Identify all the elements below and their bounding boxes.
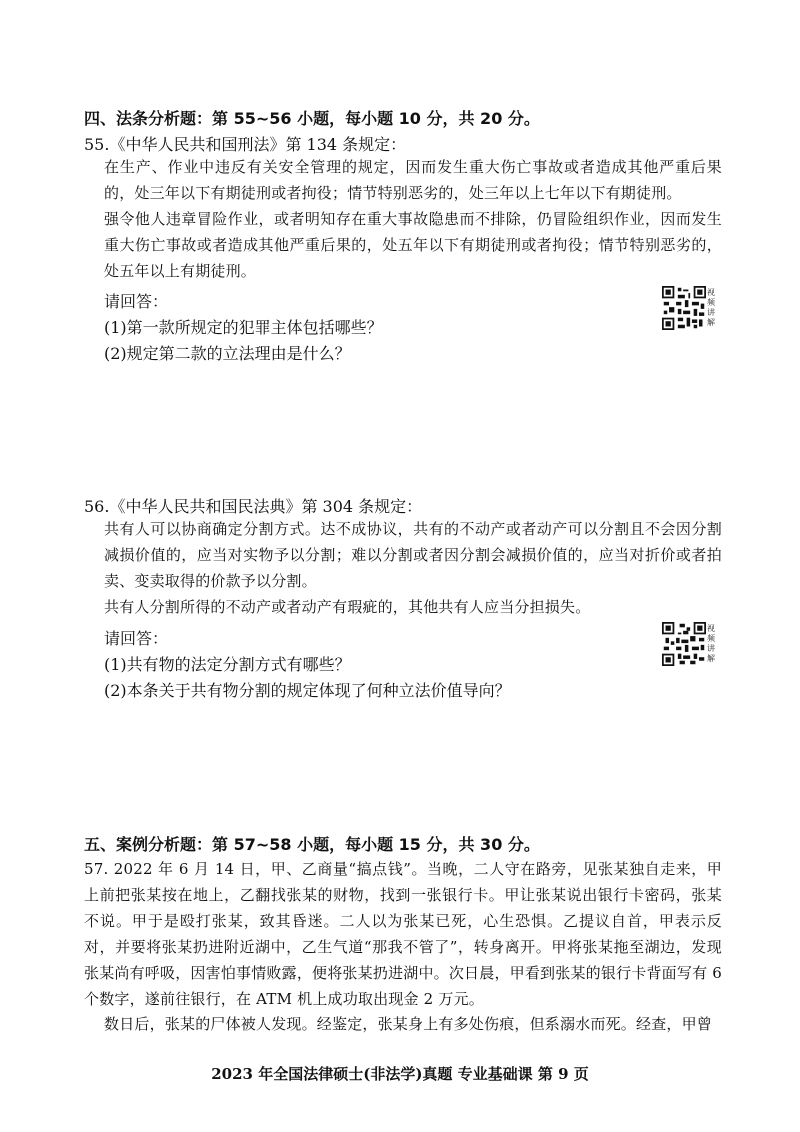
- question-55-paragraph-1: 在生产、作业中违反有关安全管理的规定，因而发生重大伤亡事故或者造成其他严重后果的，处三年以下有期徒刑或者拘役；情节特别恶劣的，处三年以上七年以下有期徒刑。: [104, 158, 722, 202]
- qr-code-icon[interactable]: [662, 622, 706, 666]
- qr-code-label: 视频讲解: [707, 624, 715, 663]
- question-56-sub-1: (1)共有物的法定分割方式有哪些？: [104, 655, 351, 674]
- qr-code-label: 视频讲解: [707, 288, 715, 327]
- page-footer: 2023 年全国法律硕士(非法学)真题 专业基础课 第 9 页: [211, 1065, 589, 1083]
- question-56-paragraph-2: 共有人分割所得的不动产或者动产有瑕疵的，其他共有人应当分担损失。: [104, 598, 591, 616]
- question-57-paragraph-1: 57. 2022 年 6 月 14 日，甲、乙商量“搞点钱”。当晚，二人守在路旁，见张某独自走来，甲上前把张某按在地上，乙翻找张某的财物，找到一张银行卡。甲让张某说出银行卡密码，张某不说。甲于是殴打张某，致其昏迷。二人以为张某已死，心生恐惧。乙提议自首，甲表示反对，并要将张某扔进附近湖中，乙生气道“那我不管了”，转身离开。甲将张某拖至湖边，发现张某尚有呼吸，因害怕事情败露，便将张某扔进湖中。次日晨，甲看到张某的银行卡背面写有 6 个数字，遂前往银行，在 ATM 机上成功取出现金 2 万元。: [84, 860, 722, 1008]
- question-55-prompt: 请回答：: [104, 292, 169, 311]
- question-57-paragraph-2: 数日后，张某的尸体被人发现。经鉴定，张某身上有多处伤痕，但系溺水而死。经查，甲曾: [104, 1015, 713, 1033]
- question-56-title: 56.《中华人民共和国民法典》第 304 条规定：: [84, 497, 423, 516]
- section-5-heading: 五、案例分析题：第 57~58 小题，每小题 15 分，共 30 分。: [84, 835, 540, 854]
- question-55-sub-2: (2)规定第二款的立法理由是什么？: [104, 344, 351, 363]
- question-56-prompt: 请回答：: [104, 629, 169, 648]
- question-56-paragraph-1: 共有人可以协商确定分割方式。达不成协议，共有的不动产或者动产可以分割且不会因分割减损价值的，应当对实物予以分割；难以分割或者因分割会减损价值的，应当对折价或者拍卖、变卖取得的价款予以分割。: [104, 520, 722, 590]
- question-55-sub-1: (1)第一款所规定的犯罪主体包括哪些？: [104, 318, 383, 337]
- section-4-heading: 四、法条分析题：第 55~56 小题，每小题 10 分，共 20 分。: [84, 109, 540, 128]
- qr-code-icon[interactable]: [662, 286, 706, 330]
- question-56-sub-2: (2)本条关于共有物分割的规定体现了何种立法价值导向？: [104, 681, 511, 700]
- question-55-title: 55.《中华人民共和国刑法》第 134 条规定：: [84, 135, 407, 154]
- question-55-paragraph-2: 强令他人违章冒险作业，或者明知存在重大事故隐患而不排除，仍冒险组织作业，因而发生重大伤亡事故或者造成其他严重后果的，处五年以下有期徒刑或者拘役；情节特别恶劣的，处五年以上有期徒刑。: [104, 210, 722, 280]
